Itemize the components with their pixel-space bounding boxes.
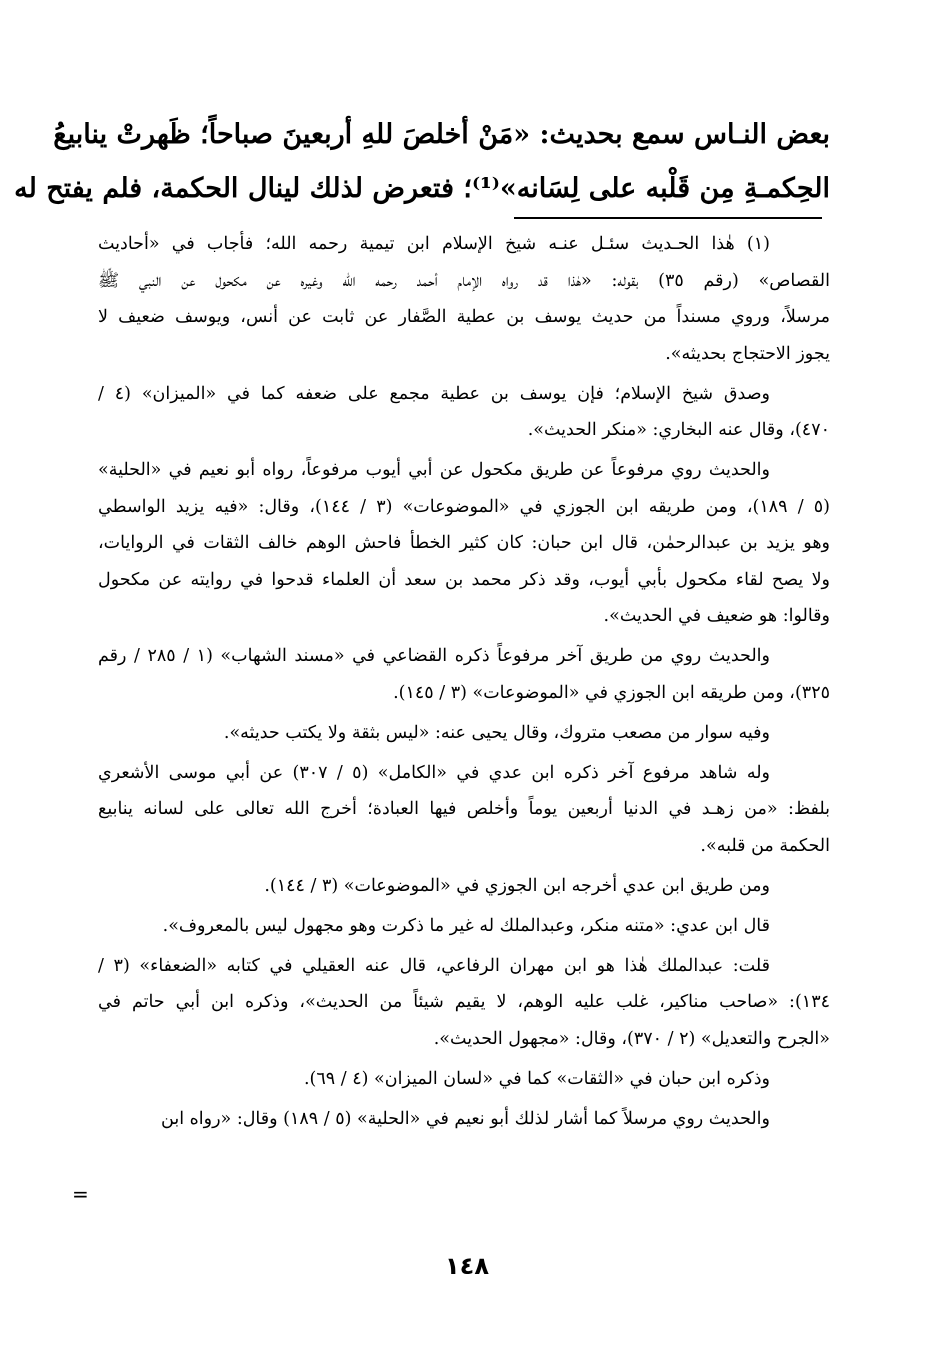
footnote-line: ٣٢٥)، ومن طريقه ابن الجوزي في «الموضوعات» (٣ / ١٤٥).: [393, 682, 830, 703]
footnote-paragraph: [98, 1101, 830, 1138]
footnote-line: الحكمة من قلبه».: [700, 835, 830, 856]
footnote-paragraph: [98, 948, 830, 1058]
footnote-paragraph: [98, 755, 830, 865]
footnote-line: والحديث روي مرسلاً كما أشار لذلك أبو نعيم في «الحلية» (٥ / ١٨٩) وقال: «رواه ابن: [161, 1108, 770, 1129]
footnote-line: وفيه سوار من مصعب متروك، وقال يحيى عنه: «ليس بثقة ولا يكتب حديثه».: [223, 722, 770, 743]
footnote-paragraph: [98, 452, 830, 635]
footnote-line: (٥ / ١٨٩)، ومن طريقه ابن الجوزي في «الموضوعات» (٣ / ١٤٤)، وقال: «فيه يزيد الواسطي: [98, 496, 830, 517]
footnote-line: ولا يصح لقاء مكحول بأبي أيوب، وقد ذكر محمد بن سعد أن العلماء قدحوا في روايته عن مكحول: [98, 569, 830, 590]
footnote-paragraph: [98, 638, 830, 711]
footnote-paragraph: [98, 715, 830, 752]
footnote-paragraph: [98, 908, 830, 945]
main-text-line: بعض النـاس سمع بحديث: «مَنْ أخلصَ للهِ أربعينَ صباحاً؛ ظَهرتْ ينابيعُ: [53, 119, 830, 150]
footnote-continuation-mark: =: [72, 1182, 89, 1206]
footnote-line: ٤٧٠)، وقال عنه البخاري: «منكر الحديث».: [527, 420, 830, 440]
main-text-line: الحِكمـةِ مِن قَلْبه على لِسَانه»⁽¹⁾؛ فتعرض لذلك لينال الحكمة، فلم يفتح له: [14, 173, 830, 204]
footnote-line: وقالوا: هو ضعيف في الحديث».: [603, 606, 830, 626]
footnote-line: وصدق شيخ الإسلام؛ فإن يوسف بن عطية مجمع على ضعفه كما في «الميزان» (٤ /: [98, 383, 771, 404]
footnote-line: والحديث روي مرفوعاً عن طريق مكحول عن أبي أيوب مرفوعاً، رواه أبو نعيم في «الحلية»: [98, 460, 770, 480]
page-number: ١٤٨: [445, 1252, 489, 1280]
footnote-paragraph: [98, 226, 830, 372]
main-text: [14, 108, 830, 216]
footnote-line: وهو يزيد بن عبدالرحمٰن، قال ابن حبان: كان كثير الخطأ فاحش الوهم خالف الثقات في الروايات،: [98, 533, 830, 553]
footnote-paragraph: [98, 1061, 830, 1098]
footnote-line: ١٣٤): «صاحب مناكير، غلب عليه الوهم، لا يقيم شيئاً من الحديث»، وذكره ابن أبي حاتم في: [98, 992, 830, 1012]
footnote-section: [98, 226, 830, 1141]
footnote-line: يجوز الاحتجاج بحديثه».: [665, 343, 830, 364]
footnote-line: «الجرح والتعديل» (٢ / ٣٧٠)، وقال: «مجهول الحديث».: [433, 1028, 830, 1049]
footnote-line: القصاص» (رقم ٣٥) بقوله: «هٰذا قد رواه الإمام أحمد رحمه الله وغيره عن مكحول عن النبي ﷺ: [98, 270, 830, 291]
footnote-line: (١) هٰذا الحـديث سئـل عنـه شيخ الإسلام ابن تيمية رحمه الله؛ فأجاب في «أحاديث: [98, 234, 770, 254]
footnote-line: بلفظ: «من زهـد في الدنيا أربعين يوماً وأخلص فيها العبادة؛ أخرج الله تعالى على لسانه ينابيع: [98, 799, 830, 819]
footnote-separator: [514, 217, 822, 219]
footnote-line: والحديث روي من طريق آخر مرفوعاً ذكره القضاعي في «مسند الشهاب» (١ / ٢٨٥ / رقم: [98, 646, 770, 666]
footnote-line: مرسلاً، وروي مسنداً من حديث يوسف بن عطية الصَّفار عن ثابت عن أنس، ويوسف ضعيف لا: [98, 307, 830, 327]
footnote-paragraph: [98, 376, 830, 449]
footnote-line: وذكره ابن حبان في «الثقات» كما في «لسان الميزان» (٤ / ٦٩).: [303, 1068, 770, 1089]
footnote-line: ومن طريق ابن عدي أخرجه ابن الجوزي في «الموضوعات» (٣ / ١٤٤).: [264, 875, 770, 896]
footnote-line: وله شاهد مرفوع آخر ذكره ابن عدي في «الكامل» (٥ / ٣٠٧) عن أبي موسى الأشعري: [98, 762, 770, 783]
footnote-line: قلت: عبدالملك هٰذا هو ابن مهران الرفاعي، قال عنه العقيلي في كتابه «الضعفاء» (٣ /: [98, 955, 770, 976]
footnote-line: قال ابن عدي: «متنه منكر، وعبدالملك له غير ما ذكرت وهو مجهول ليس بالمعروف».: [162, 915, 770, 936]
footnote-paragraph: [98, 868, 830, 905]
